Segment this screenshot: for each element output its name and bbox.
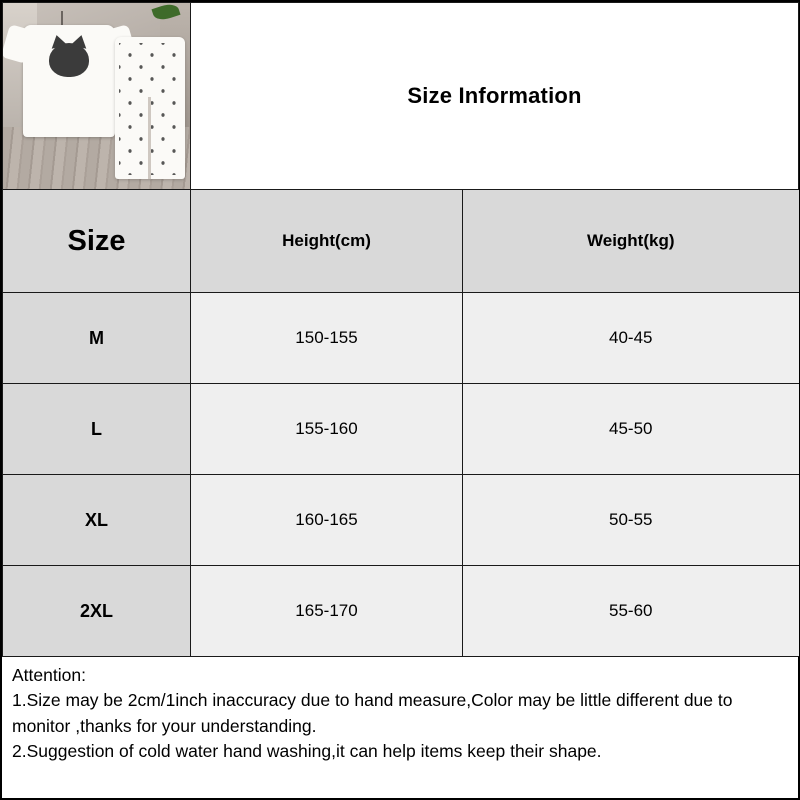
column-header-size: Size	[3, 190, 191, 293]
attention-line-1: 1.Size may be 2cm/1inch inaccuracy due to hand measure,Color may be little different due to monitor ,thanks for your understanding.	[12, 690, 733, 736]
cat-face-print	[49, 43, 89, 77]
cell-weight-xl: 50-55	[463, 475, 799, 566]
table-row	[3, 384, 799, 475]
table-row	[3, 293, 799, 384]
cell-height-xl: 160-165	[191, 475, 463, 566]
cell-weight-l: 45-50	[463, 384, 799, 475]
pants-leg-gap	[148, 97, 151, 179]
cell-height-m: 150-155	[191, 293, 463, 384]
table-row-banner	[3, 3, 799, 190]
page-title: Size Information	[191, 3, 799, 190]
attention-section	[2, 657, 798, 765]
attention-heading: Attention:	[12, 665, 86, 685]
product-photo-cell	[3, 3, 191, 190]
tshirt-garment	[23, 25, 115, 137]
column-header-height: Height(cm)	[191, 190, 463, 293]
cell-size-xl: XL	[3, 475, 191, 566]
cell-size-l: L	[3, 384, 191, 475]
table-row	[3, 475, 799, 566]
table-row	[3, 566, 799, 657]
cell-weight-m: 40-45	[463, 293, 799, 384]
table-header-row	[3, 190, 799, 293]
cell-height-l: 155-160	[191, 384, 463, 475]
cell-size-2xl: 2XL	[3, 566, 191, 657]
cell-weight-2xl: 55-60	[463, 566, 799, 657]
attention-line-2: 2.Suggestion of cold water hand washing,it can help items keep their shape.	[12, 741, 602, 762]
cell-height-2xl: 165-170	[191, 566, 463, 657]
size-information-table	[2, 2, 799, 657]
column-header-weight: Weight(kg)	[463, 190, 799, 293]
product-photo	[3, 3, 190, 189]
pants-garment	[115, 37, 185, 179]
cell-size-m: M	[3, 293, 191, 384]
